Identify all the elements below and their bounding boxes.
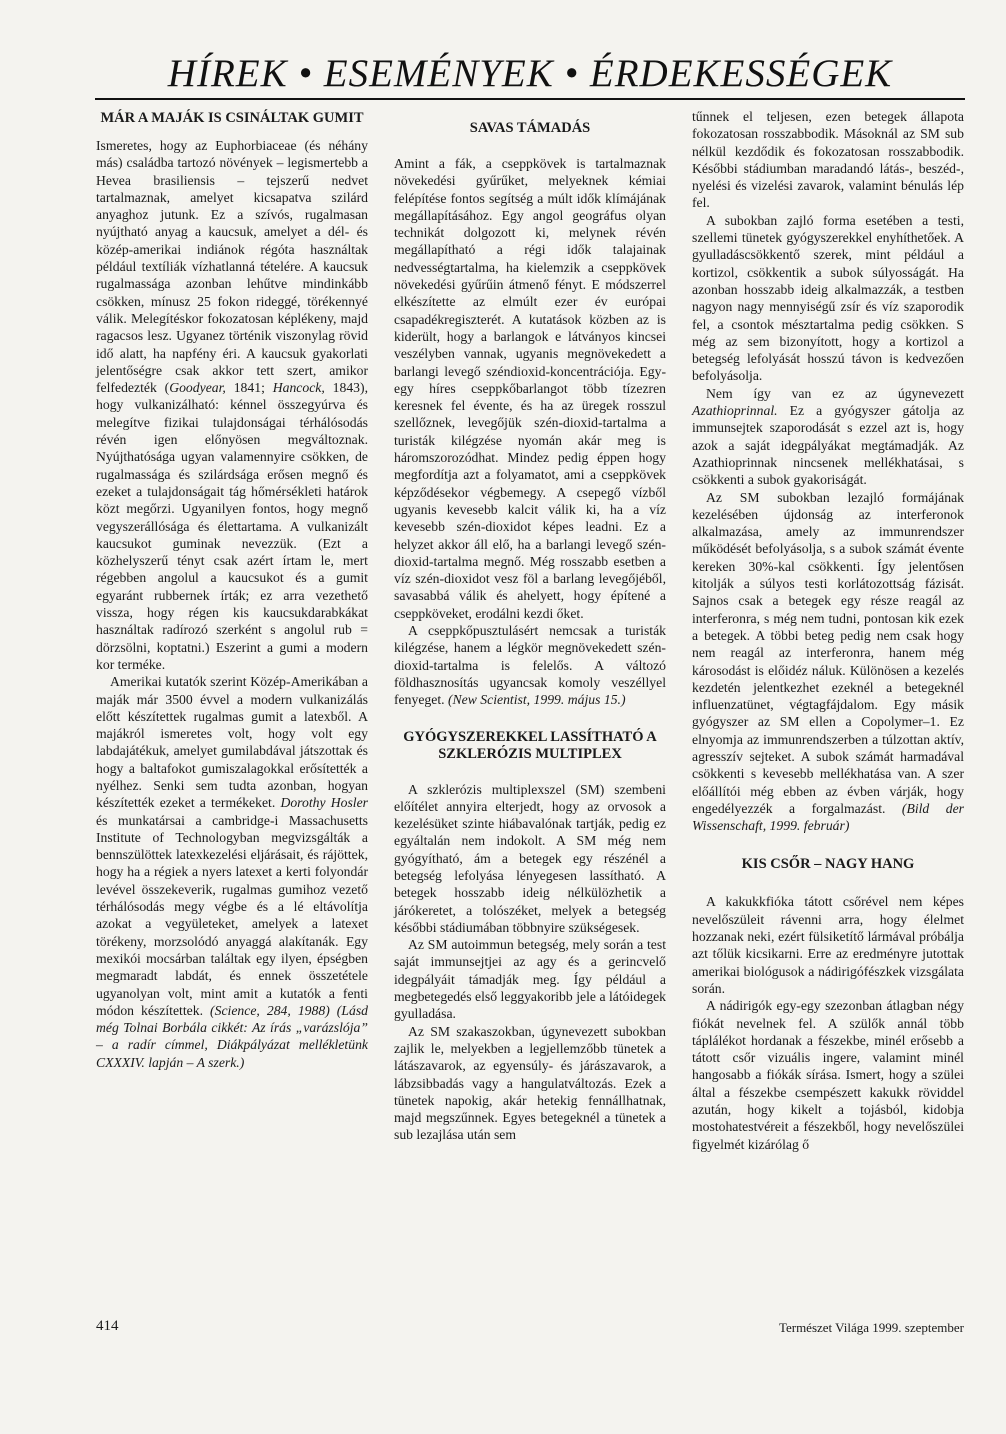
- journal-issue: Természet Világa 1999. szeptember: [778, 1320, 964, 1335]
- gyogy-paragraph-5: [692, 385, 964, 489]
- savas-paragraph-2: [394, 622, 666, 708]
- gyogy-paragraph-4: A subokban zajló forma esetében a testi, szellemi tünetek gyógyszerekkel enyhíthetőek. A gyulladáscsökkentő szerek, mint például a kortizol, csökkentik a subok súlyosságát. Ha azonban hosszabb ideig alkalmazzák, a testben nagyon nagy mennyiségű zsír és víz szaporodik fel, a csontok mésztartalma pedig csökken. S még az sem bizonyított, hogy a kortizol a betegség lefolyását hosszú távon is kedvezően befolyásolja.: [692, 212, 964, 384]
- maja-p2-hosler: Dorothy Hosler: [280, 795, 368, 811]
- kis-paragraph-1: A kakukkfióka tátott csőrével nem képes nevelőszüleit rávenni arra, hogy élelmet hozzanak neki, ezért fülsiketítő lármával próbálja azt tőlük kicsikarni. Erre az eredményre jutottak amerikai biológusok a nádirigófészkek vizsgálata során.: [692, 894, 964, 996]
- savas-p2-text: A cseppkőpusztulásért nemcsak a turisták kilégzése, hanem a légkör megnövekedett szén-dioxid-tartalma is felelős. A változó földhasznosítás ugyancsak komoly veszéllyel fenyeget.: [394, 623, 666, 708]
- maja-p1-text-b: 1841;: [225, 380, 273, 396]
- maja-paragraph-2: [96, 673, 368, 1071]
- article-title-savas: SAVAS TÁMADÁS: [469, 120, 591, 136]
- gyogy-paragraph-6: [692, 489, 964, 835]
- gyogy-p5-text: Nem így van ez az úgynevezett: [706, 385, 964, 401]
- savas-paragraph-1: Amint a fák, a cseppkövek is tartalmaznak növekedési gyűrűket, melyeknek kémiai felépítése fontos segítség a múlt idők klímájának megállapításához. Egy angol geográfus olyan technikát dolgozott ki, melynek révén megállapítható a régi idők talajainak nedvességtartalma, ha kielemzik a cseppkövek növekedési gyűrűin átmenő fényt. E módszerrel elkészítette az elmúlt ezer év európai csapadékregiszterét. A kutatások közben az is kiderült, hogy a barlangok e látványos kincsei veszélyben vannak, ugyanis megnövekedett a barlangi levegő széndioxid-koncentrációja. Egy-egy híres cseppkőbarlangot több tízezren keresnek fel évente, és ha az üregek rosszul szellőznek, levegőjük szén-dioxid-tartalma a turisták kilégzése nyomán akár meg is háromszorozódhat. Mindez pedig éppen hogy megfordítja azt a folyamatot, ami a cseppkövek képződésekor végbemegy. A csepegő vízből ugyanis kevesebb kalcit válik ki, ha a víz kevesebb szén-dioxidot képes leadni. Ez a helyzet akkor áll elő, ha a barlangi levegő szén-dioxid-tartalma megnő. Még rosszabb esetben a víz szén-dioxidot vesz föl a barlang levegőjéből, savasabbá válik és ahelyett, hogy építené a cseppköveket, erodálni kezdi őket.: [394, 156, 666, 621]
- gyogy-paragraph-1: A szklerózis multiplexszel (SM) szembeni előítélet annyira elterjedt, hogy az orvosok a kezelésüket szinte hiábavalónak tartják, pedig ez egyáltalán nem indokolt. A SM még nem gyógyítható, ám a betegek egy részénél a betegség lefolyása lényegesen lassítható. A betegek hosszabb ideig nélkülözhetik a járókeretet, a tolószéket, melyek a betegség későbbi stádiumában többnyire szükségesek.: [394, 781, 666, 935]
- gyogy-paragraph-3-continued: tűnnek el teljesen, ezen betegek állapota fokozatosan rosszabbodik. Másoknál az SM sub nélkül kezdődik és fokozatosan rosszabbodik. Későbbi stádiumban maradandó látás-, beszéd-, nyelési és vizelési zavarok, valamint bénulás lép fel.: [692, 109, 964, 211]
- column-1: [96, 106, 368, 1071]
- gyogy-p5-azathioprin: Azathioprinnal.: [692, 403, 778, 419]
- kis-paragraph-2: A nádirigók egy-egy szezonban átlagban négy fiókát nevelnek fel. A szülők annál több táplálékot hordanak a fészekbe, minél erősebb a tátott csőr vizuális ingere, valamint minél hangosabb a fiókák sírása. Ismert, hogy a szülei által a fészekbe csempészett kakukk röviddel azután, hogy kikelt a tojásból, kidobja mostohatestvéreit a fészekből, hogy nevelőszülei figyelmét kizárólag ő: [692, 998, 964, 1152]
- gyogy-paragraph-2: Az SM autoimmun betegség, mely során a test saját immunsejtjei az agy és a gerincvelő idegpályáit támadják meg. Így például a megbetegedés első leggyakoribb jele a látóidegek gyulladása.: [394, 937, 666, 1022]
- maja-p1-hancock: Hancock,: [272, 380, 325, 396]
- maja-p1-text: Ismeretes, hogy az Euphorbiaceae (és néhány más) családba tartozó növények – legismertebb a Hevea brasiliensis – tejszerű nedvet tartalmaznak, amelyet kicsapatva szilárd anyaghoz jutunk. Ez a szívós, rugalmasan nyújtható anyag a kaucsuk, amelyet a dél- és közép-amerikai indiánok régóta használtak például textíliák vízhatlanná tételére. A kaucsuk rugalmassága azonban lehűtve mindinkább csökken, mínusz 25 fokon rideggé, törékennyé válik. Melegítéskor fokozatosan képlékeny, majd ragacsos lesz. Ugyanez történik viszonylag rövid idő alatt, ha napfény éri. A kaucsuk gyakorlati jelentőségre csak akkor tett szert, amikor felfedezték (: [96, 138, 368, 396]
- gyogy-paragraph-3: Az SM szakaszokban, úgynevezett subokban zajlik le, melyekben a legjellemzőbb tünetek a látászavarok, az egyensúly- és járászavarok, a lábzsibbadás vagy a hangulatváltozás. Ezek a tünetek napokig, akár hetekig fennállhatnak, majd megszűnnek. Egyes betegeknél a tünetek a sub lezajlása után sem: [394, 1023, 666, 1143]
- maja-p1-text-c: 1843), hogy vulkanizálható: kénnel összegyúrva és melegítve fizikai tulajdonságai térhálósodás révén igen előnyösen megváltoznak. Nyújthatósága ugyan valamennyire csökken, de rugalmassága és szilárdsága erősen megnő és ezeket a tulajdonságait tág hőmérsékleti határok közt megőrzi. Ugyanilyen fontos, hogy megnő vegyszerállósága és élettartama. A vulkanizált kaucsukot guminak nevezzük. (Ezt a közhelyszerű tényt csak azért írtam le, mert régebben angolul a kaucsukot és a gumit egyaránt rubbernek írták; ez arra vezethető vissza, hogy régen kis kaucsukdarabkákat használtak radírozó szerként s angolul rub = dörzsölni, koptatni.) Eszerint a gumi a modern kor terméke.: [96, 380, 368, 672]
- article-title-kis: KIS CSŐR – NAGY HANG: [741, 856, 915, 873]
- gyogy-citation: (Bild der Wissenschaft, 1999. február): [692, 800, 964, 834]
- masthead-rule: [95, 98, 965, 100]
- savas-citation: (New Scientist, 1999. május 15.): [447, 692, 626, 708]
- gyogy-p6-text: Az SM subokban lezajló formájának kezelésében újdonság az interferonok alkalmazása, amely az immunrendszer működését befolyásolja, s a subok számát évente kereken 30%-kal csökkenti. Így jelentősen kitolják a súlyos testi korlátozottság fázisát. Sajnos csak a betegek egy része reagál az interferonra, s még nem tudni, pontosan kik ezek a betegek. A többi beteg pedig nem csak hogy nem reagál az interferonra, hanem még károsodást is előidéz náluk. Különösen a kezelés kezdetén jelentkezhet ezeknél a betegeknél influenzatünet, végtagfájdalom. Egy másik gyógyszer az SM ellen a Copolymer–1. Ez elnyomja az immunrendszerben a túlzottan aktív, agresszív sejteket. A subok számát harmadával csökkenti s kevesebb mellékhatása van. A szer előállítói még ebben az évben várják, hogy engedélyezzék a forgalmazást.: [692, 489, 964, 816]
- column-3: [692, 108, 964, 1153]
- maja-p2-citation: (Science, 284, 1988) (Lásd még Tolnai Borbála cikkét: Az írás „varázslója” – a radír címmel, Diákpályázat mellékletünk CXXXIV. lapján – A szerk.): [96, 1002, 368, 1070]
- section-masthead: HÍREK • ESEMÉNYEK • ÉRDEKESSÉGEK: [167, 52, 893, 95]
- article-title-gyogy: GYÓGYSZEREKKEL LASSÍTHATÓ A SZKLERÓZIS MULTIPLEX: [403, 728, 657, 762]
- maja-paragraph-1: [96, 137, 368, 673]
- maja-p1-goodyear: Goodyear,: [169, 380, 226, 396]
- maja-p2-text: Amerikai kutatók szerint Közép-Amerikában a maják már 3500 évvel a modern vulkanizálás előtt készítettek rugalmas gumit a latexből. A majákról ismeretes volt, hogy volt egy labdajátékuk, amelyet gumilabdával játszottak és hogy a baltafokot gumiszalagokkal erősítették a nyélhez. Senki sem tudta azonban, hogyan készítették ezeket a termékeket.: [96, 674, 368, 811]
- maja-p2-text-b: és munkatársai a cambridge-i Massachusetts Institute of Technologyban megvizsgálták a bennszülöttek latexkezelési eljárásait, és rájöttek, hogy ha a régiek a nyers latexet a kerti folyondár levével összekeverik, rugalmas gumihoz vezető térhálósodás megy végbe és a lé eltávolítja azokat a vegyületeket, amelyek a latexet törékeny, morzsolódó anyaggá alakítanák. Egy mexikói mocsárban találtak egy ilyen, épségben megmaradt labdát, és ennek összetétele ugyanolyan volt, mint amit a kutatók a fenti módon készítettek.: [96, 812, 368, 1018]
- article-title-maja: MÁR A MAJÁK IS CSINÁLTAK GUMIT: [100, 110, 364, 126]
- page-number: 414: [96, 1318, 119, 1334]
- column-2: [394, 106, 666, 1144]
- gyogy-p5-text-b: Ez a gyógyszer gátolja az immunsejtek szaporodását s ezzel azt is, hogy azok a saját idegpályákat megtámadják. Az Azathioprinnak nincsenek mellékhatásai, s csökkenti a subok gyakoriságát.: [692, 403, 964, 488]
